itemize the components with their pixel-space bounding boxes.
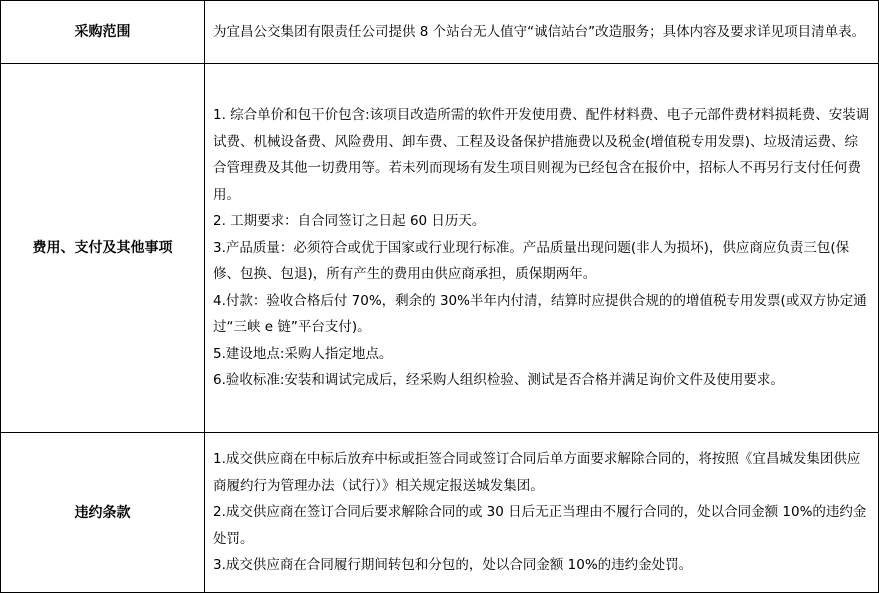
table-row	[1, 433, 879, 593]
row-content-breach	[205, 433, 879, 593]
paragraph: 6.验收标准:安装和调试完成后，经采购人组织检验、测试是否合格并满足询价文件及使用要求。	[213, 372, 784, 389]
row-content-fees	[205, 64, 879, 433]
paragraph: 5.建设地点:采购人指定地点。	[213, 345, 393, 362]
row-label-fees: 费用、支付及其他事项	[1, 64, 205, 433]
paragraph: 为宜昌公交集团有限责任公司提供 8 个站台无人值守“诚信站台”改造服务；具体内容及要求详见项目清单表。	[213, 23, 866, 40]
paragraph: 1.成交供应商在中标后放弃中标或拒签合同或签订合同后单方面要求解除合同的，将按照《宜昌城发集团供应商履约行为管理办法（试行）》相关规定报送城发集团。	[213, 451, 861, 494]
row-label-breach: 违约条款	[1, 433, 205, 593]
paragraph: 1. 综合单价和包干价包含:该项目改造所需的软件开发使用费、配件材料费、电子元部件费材料损耗费、安装调试费、机械设备费、风险费用、卸车费、工程及设备保护措施费以及税金(增值税专用发票)、垃圾清运费、综合管理费及其他一切费用等。若未列而现场有发生项目则视为已经包含在报价中，招标人不再另行支付任何费用。	[213, 107, 870, 203]
paragraph: 3.产品质量：必须符合或优于国家或行业现行标准。产品质量出现问题(非人为损坏)，供应商应负责三包(保修、包换、包退)，所有产生的费用由供应商承担，质保期两年。	[213, 239, 850, 283]
paragraph: 4.付款：验收合格后付 70%，剩余的 30%半年内付清，结算时应提供合规的的增值税专用发票(或双方协定通过“三峡 e 链”平台支付)。	[213, 292, 867, 336]
paragraph: 2.成交供应商在签订合同后要求解除合同的或 30 日后无正当理由不履行合同的，处以合同金额 10%的违约金处罚。	[213, 504, 867, 547]
row-content-scope	[205, 1, 879, 64]
paragraph: 2. 工期要求：自合同签订之日起 60 日历天。	[213, 213, 486, 230]
row-label-scope: 采购范围	[1, 1, 205, 64]
table-row	[1, 64, 879, 433]
table-row	[1, 1, 879, 64]
paragraph: 3.成交供应商在合同履行期间转包和分包的，处以合同金额 10%的违约金处罚。	[213, 557, 693, 574]
